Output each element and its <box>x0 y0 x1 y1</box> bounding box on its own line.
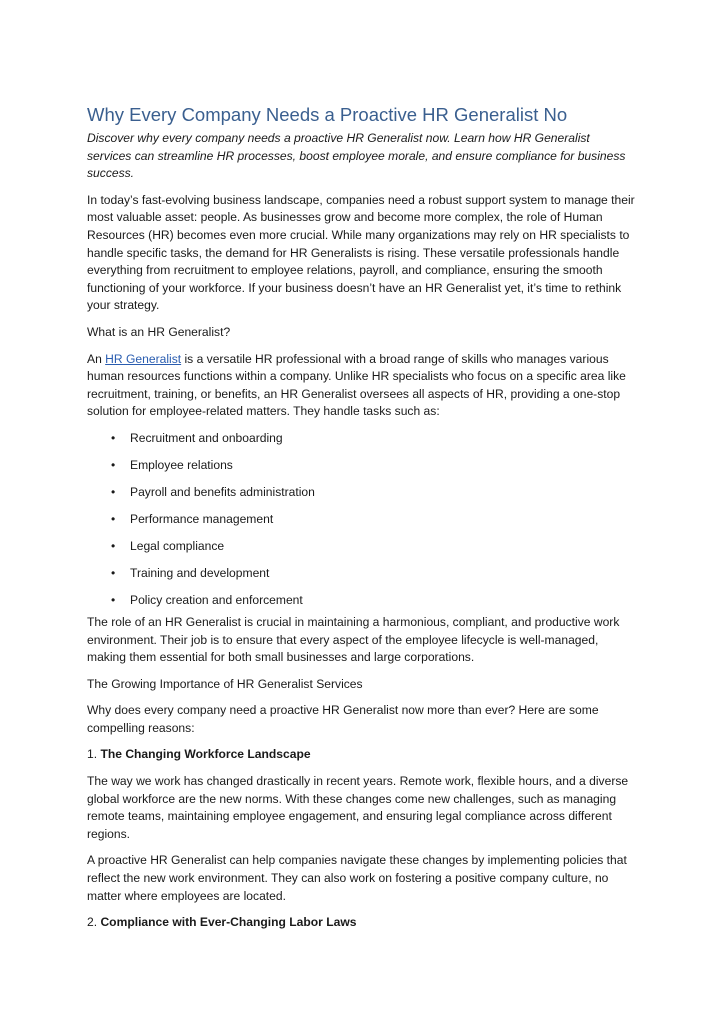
bullet-icon: • <box>111 565 116 580</box>
list-item <box>87 538 635 565</box>
list-item-text: Legal compliance <box>130 538 225 553</box>
bullet-icon: • <box>111 511 116 526</box>
list-item <box>87 484 635 511</box>
bullet-icon: • <box>111 430 116 445</box>
list-item <box>87 565 635 592</box>
list-item <box>87 511 635 538</box>
bullet-icon: • <box>111 592 116 607</box>
hr-generalist-link[interactable]: HR Generalist <box>105 351 182 366</box>
list-item-text: Recruitment and onboarding <box>130 430 283 445</box>
section-heading-importance: The Growing Importance of HR Generalist Services <box>87 676 363 691</box>
reason-title: Compliance with Ever-Changing Labor Laws <box>100 915 357 930</box>
list-item <box>87 592 635 614</box>
definition-text: is a versatile HR professional with a broad range of skills who manages various human resources functions within a company. Unlike HR specialists who focus on a specific area like recruitment, training, or benefits, an HR Generalist oversees all aspects of HR, providing a one-stop solution for employee-related matters. They handle tasks such as: <box>87 351 626 419</box>
section-heading-what-is: What is an HR Generalist? <box>87 324 231 339</box>
reason-paragraph: The way we work has changed drastically in recent years. Remote work, flexible hours, and a diverse global workforce are the new norms. With these changes come new challenges, such as managing remote teams, maintaining employee engagement, and ensuring legal compliance across different regions. <box>87 774 629 841</box>
definition-prefix: An <box>87 351 106 366</box>
list-item-text: Training and development <box>130 565 270 580</box>
list-item-text: Payroll and benefits administration <box>130 484 315 499</box>
list-item <box>87 457 635 484</box>
task-list <box>87 430 635 614</box>
role-paragraph: The role of an HR Generalist is crucial in maintaining a harmonious, compliant, and productive work environment. Their job is to ensure that every aspect of the employee lifecycle is well-managed, making them essential for both small businesses and large corporations. <box>87 614 620 665</box>
page-subtitle: Discover why every company needs a proactive HR Generalist now. Learn how HR Generalist services can streamline HR processes, boost employee morale, and ensure compliance for business success. <box>87 131 626 181</box>
document-content <box>87 104 635 941</box>
intro-paragraph: In today’s fast-evolving business landscape, companies need a robust support system to manage their most valuable asset: people. As businesses grow and become more complex, the role of Human Resources (HR) becomes even more crucial. While many organizations may rely on HR specialists to handle specific tasks, the demand for HR Generalists is rising. These versatile professionals handle everything from recruitment to employee relations, payroll, and compliance, ensuring the smooth functioning of your workforce. If your business doesn’t have an HR Generalist yet, it’s time to rethink your strategy. <box>87 192 635 313</box>
why-paragraph: Why does every company need a proactive HR Generalist now more than ever? Here are some compelling reasons: <box>87 703 599 735</box>
reason-paragraph: A proactive HR Generalist can help companies navigate these changes by implementing policies that reflect the new work environment. They can also work on fostering a positive company culture, no matter where employees are located. <box>87 853 627 903</box>
page-title: Why Every Company Needs a Proactive HR Generalist No <box>87 104 568 125</box>
reason-heading <box>87 914 635 932</box>
reason-title: The Changing Workforce Landscape <box>100 747 311 762</box>
list-item-text: Policy creation and enforcement <box>130 592 303 607</box>
definition-paragraph <box>87 351 635 421</box>
list-item-text: Employee relations <box>130 457 233 472</box>
reason-number: 1. <box>87 747 101 762</box>
reason-number: 2. <box>87 915 101 930</box>
list-item-text: Performance management <box>130 511 274 526</box>
bullet-icon: • <box>111 457 116 472</box>
bullet-icon: • <box>111 484 116 499</box>
reason-heading <box>87 746 635 764</box>
list-item <box>87 430 635 457</box>
bullet-icon: • <box>111 538 116 553</box>
